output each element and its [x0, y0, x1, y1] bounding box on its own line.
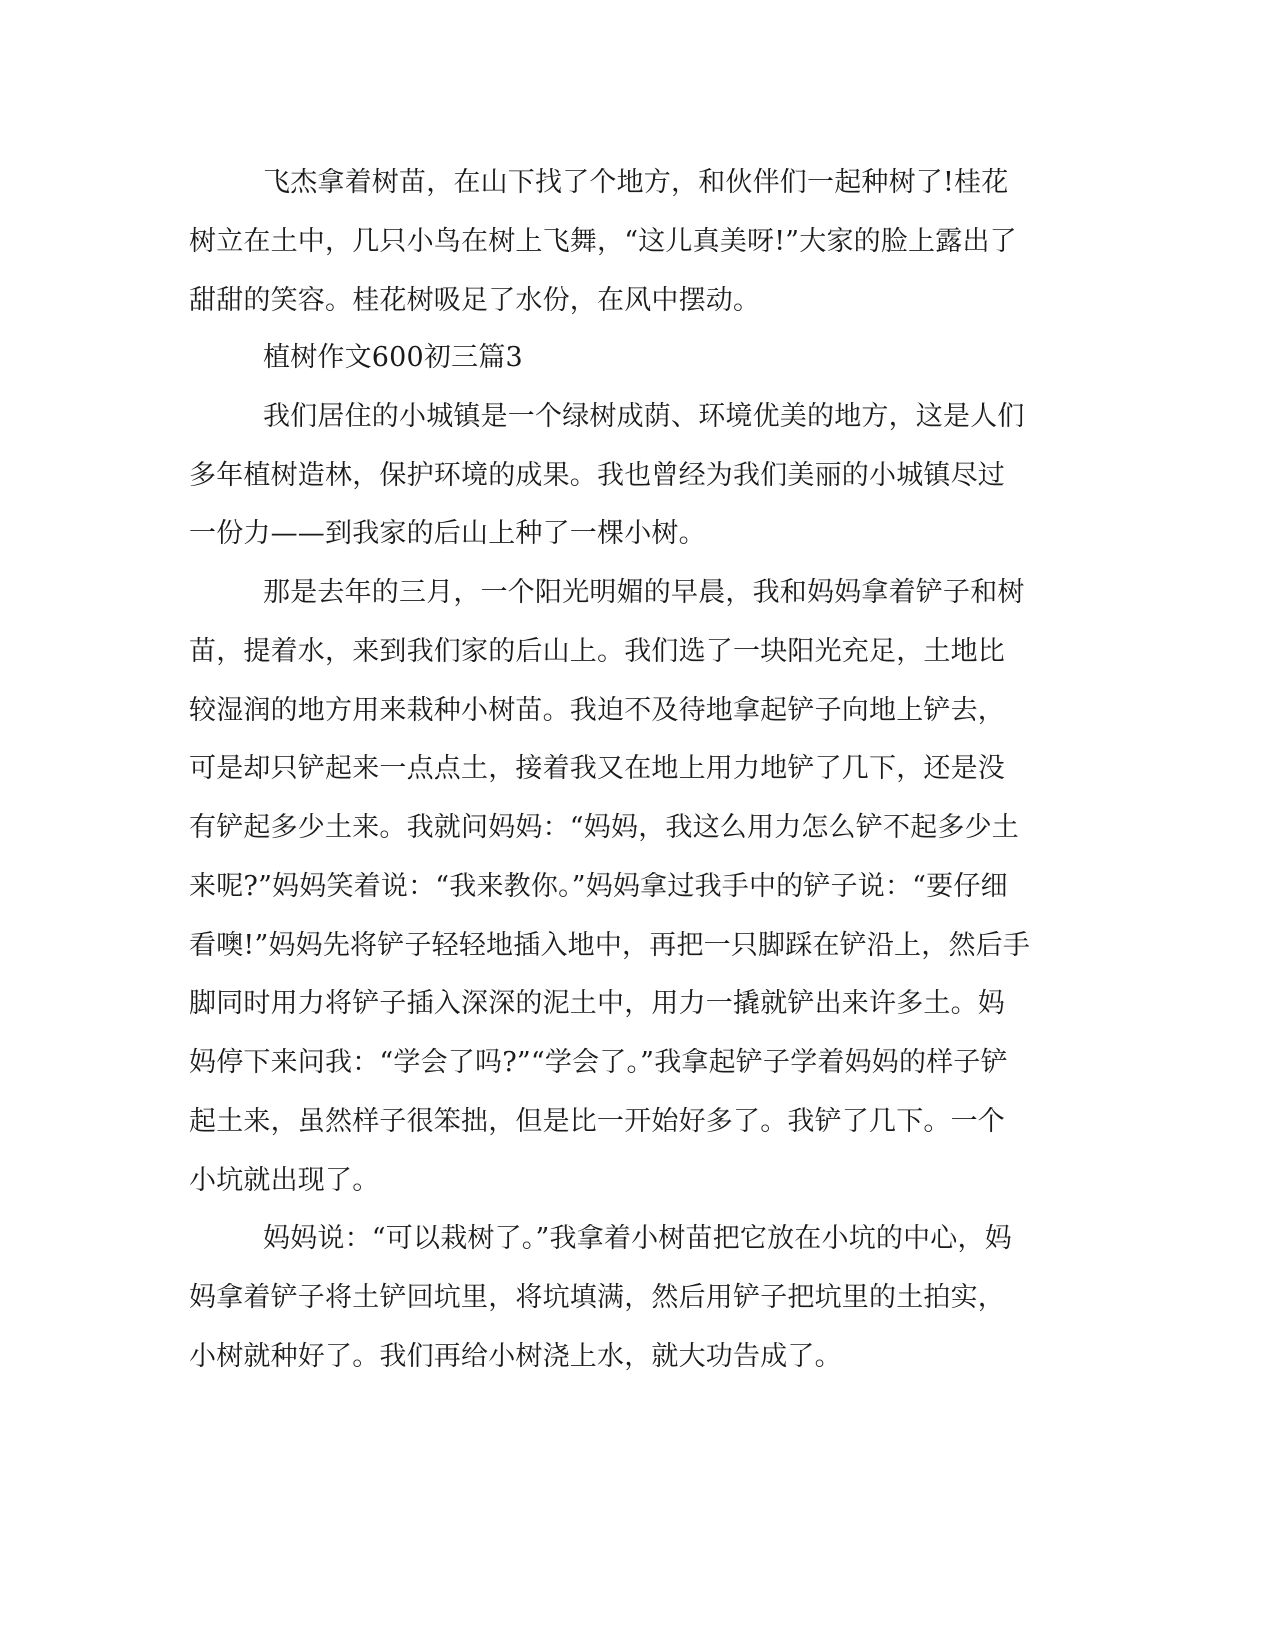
paragraph-line: 一份力——到我家的后山上种了一棵小树。 [189, 518, 706, 549]
paragraph-line: 妈拿着铲子将土铲回坑里，将坑填满，然后用铲子把坑里的土拍实， [189, 1282, 1005, 1313]
paragraph-line: 多年植树造林，保护环境的成果。我也曾经为我们美丽的小城镇尽过 [189, 460, 1005, 491]
paragraph-line: 可是却只铲起来一点点土，接着我又在地上用力地铲了几下，还是没 [189, 753, 1005, 784]
paragraph-line: 飞杰拿着树苗，在山下找了个地方，和伙伴们一起种树了!桂花 [263, 167, 1009, 198]
paragraph-line: 脚同时用力将铲子插入深深的泥土中，用力一撬就铲出来许多土。妈 [189, 988, 1005, 1019]
paragraph-line: 我们居住的小城镇是一个绿树成荫、环境优美的地方，这是人们 [263, 401, 1025, 432]
paragraph-line: 妈妈说：“可以栽树了。”我拿着小树苗把它放在小坑的中心，妈 [263, 1223, 1012, 1254]
paragraph-line: 有铲起多少土来。我就问妈妈：“妈妈，我这么用力怎么铲不起多少土 [189, 812, 1020, 843]
paragraph-line: 树立在土中，几只小鸟在树上飞舞，“这儿真美呀!”大家的脸上露出了 [189, 226, 1017, 257]
paragraph-line: 小树就种好了。我们再给小树浇上水，就大功告成了。 [189, 1341, 842, 1372]
paragraph-line: 妈停下来问我：“学会了吗?”“学会了。”我拿起铲子学着妈妈的样子铲 [189, 1047, 1008, 1078]
paragraph-line: 较湿润的地方用来栽种小树苗。我迫不及待地拿起铲子向地上铲去， [189, 695, 1005, 726]
paragraph-line: 起土来，虽然样子很笨拙，但是比一开始好多了。我铲了几下。一个 [189, 1106, 1005, 1137]
paragraph-line: 那是去年的三月，一个阳光明媚的早晨，我和妈妈拿着铲子和树 [263, 577, 1025, 608]
paragraph-line: 小坑就出现了。 [189, 1165, 380, 1196]
section-heading: 植树作文600初三篇3 [263, 342, 523, 373]
paragraph-line: 看噢!”妈妈先将铲子轻轻地插入地中，再把一只脚踩在铲沿上，然后手 [189, 930, 1031, 961]
paragraph-line: 甜甜的笑容。桂花树吸足了水份，在风中摆动。 [189, 285, 761, 316]
paragraph-line: 苗，提着水，来到我们家的后山上。我们选了一块阳光充足，土地比 [189, 636, 1005, 667]
paragraph-line: 来呢?”妈妈笑着说：“我来教你。”妈妈拿过我手中的铲子说：“要仔细 [189, 871, 1008, 902]
